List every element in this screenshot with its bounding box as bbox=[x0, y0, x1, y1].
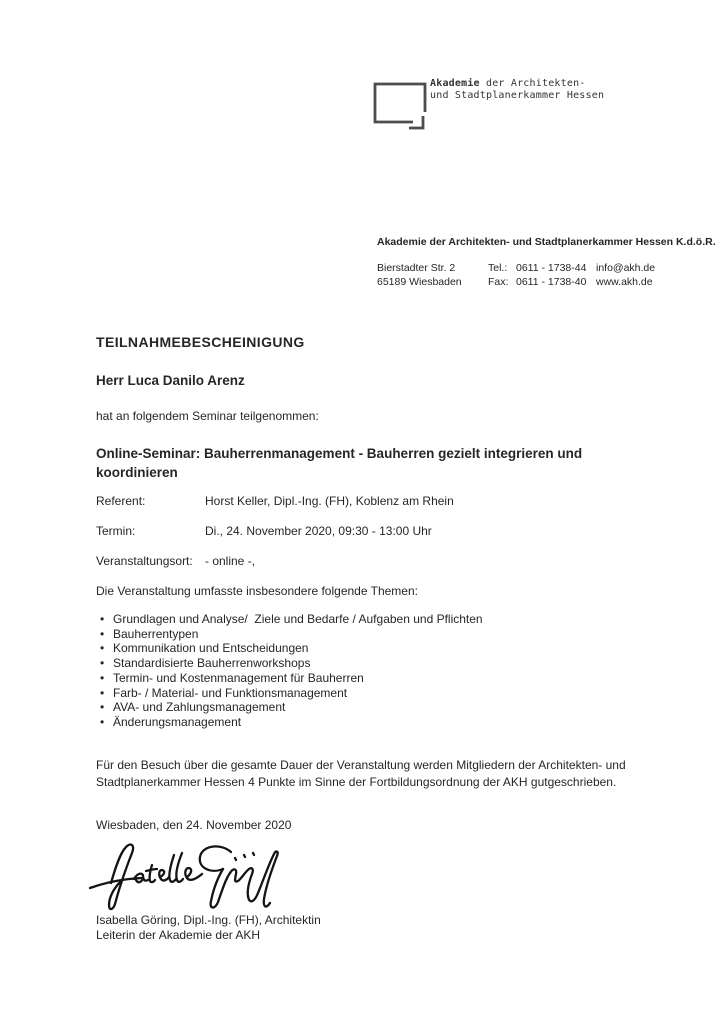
bullet-marker: • bbox=[100, 700, 105, 715]
detail-row-referent bbox=[96, 494, 454, 508]
letterhead-address bbox=[377, 261, 462, 289]
bullet-marker: • bbox=[100, 670, 105, 685]
organization-name: Akademie der Architekten- und Stadtplanerkammer Hessen K.d.ö.R. bbox=[377, 236, 716, 248]
detail-row-termin bbox=[96, 524, 432, 538]
tel-line: Tel.: 0611 - 1738-44 bbox=[488, 262, 587, 274]
document-title: TEILNAHMEBESCHEINIGUNG bbox=[96, 334, 305, 350]
topic-text: Bauherrentypen bbox=[113, 626, 199, 641]
letterhead-online bbox=[596, 261, 655, 289]
akh-logo-icon bbox=[372, 81, 432, 133]
credit-note-line2: Stadtplanerkammer Hessen 4 Punkte im Sinne der Fortbildungsordnung der AKH gutgeschrieben. bbox=[96, 774, 617, 789]
topic-text: AVA- und Zahlungsmanagement bbox=[113, 700, 286, 715]
seminar-title-line1: Online-Seminar: Bauherrenmanagement - Bauherren gezielt integrieren und bbox=[96, 446, 583, 461]
signer-name: Isabella Göring, Dipl.-Ing. (FH), Architektin bbox=[96, 913, 321, 927]
list-item bbox=[96, 627, 483, 642]
detail-label: Referent: bbox=[96, 494, 146, 508]
logo-wordmark bbox=[430, 78, 604, 101]
fax-line: Fax: 0611 - 1738-40 bbox=[488, 276, 587, 288]
email-line: info@akh.de bbox=[596, 262, 656, 274]
recipient-name: Herr Luca Danilo Arenz bbox=[96, 373, 245, 388]
detail-label: Veranstaltungsort: bbox=[96, 554, 193, 568]
detail-value: Horst Keller, Dipl.-Ing. (FH), Koblenz am Rhein bbox=[205, 494, 454, 508]
website-line: www.akh.de bbox=[596, 276, 653, 288]
detail-label: Termin: bbox=[96, 524, 136, 538]
credit-note-line1: Für den Besuch über die gesamte Dauer der Veranstaltung werden Mitgliedern der Architekten- und bbox=[96, 758, 626, 772]
logo-wordmark-line2: und Stadtplanerkammer Hessen bbox=[430, 89, 605, 101]
list-item bbox=[96, 641, 483, 656]
topic-text: Grundlagen und Analyse/ Ziele und Bedarfe / Aufgaben und Pflichten bbox=[113, 612, 483, 626]
topics-list bbox=[96, 612, 483, 730]
signer-role: Leiterin der Akademie der AKH bbox=[96, 927, 261, 942]
topic-text: Standardisierte Bauherrenworkshops bbox=[113, 656, 311, 671]
bullet-marker: • bbox=[100, 714, 105, 729]
street-line: Bierstadter Str. 2 bbox=[377, 262, 456, 274]
list-item bbox=[96, 656, 483, 671]
list-item bbox=[96, 715, 483, 730]
signer-block bbox=[96, 913, 321, 943]
seminar-title-line2: koordinieren bbox=[96, 465, 178, 480]
detail-value: Di., 24. November 2020, 09:30 - 13:00 Uhr bbox=[205, 524, 432, 538]
logo-wordmark-line1: Akademie der Architekten- bbox=[430, 78, 586, 89]
place-date-line: Wiesbaden, den 24. November 2020 bbox=[96, 818, 292, 832]
bullet-marker: • bbox=[100, 626, 105, 641]
topic-text: Änderungsmanagement bbox=[113, 714, 242, 729]
list-item bbox=[96, 686, 483, 701]
topic-text: Kommunikation und Entscheidungen bbox=[113, 641, 309, 656]
bullet-marker: • bbox=[100, 685, 105, 700]
city-line: 65189 Wiesbaden bbox=[377, 276, 462, 288]
letterhead-contact bbox=[488, 261, 586, 289]
bullet-marker: • bbox=[100, 641, 105, 656]
signature-image bbox=[88, 842, 288, 917]
topic-text: Termin- und Kostenmanagement für Bauherren bbox=[113, 670, 364, 685]
bullet-marker: • bbox=[100, 612, 105, 626]
list-item bbox=[96, 700, 483, 715]
detail-row-veranstaltungsort bbox=[96, 554, 255, 568]
list-item bbox=[96, 612, 483, 627]
topics-intro: Die Veranstaltung umfasste insbesondere folgende Themen: bbox=[96, 584, 418, 598]
seminar-title bbox=[96, 444, 676, 482]
credit-note bbox=[96, 757, 626, 790]
list-item bbox=[96, 671, 483, 686]
topic-text: Farb- / Material- und Funktionsmanagement bbox=[113, 685, 348, 700]
bullet-marker: • bbox=[100, 656, 105, 671]
intro-line: hat an folgendem Seminar teilgenommen: bbox=[96, 409, 319, 423]
detail-value: - online -, bbox=[205, 554, 256, 568]
